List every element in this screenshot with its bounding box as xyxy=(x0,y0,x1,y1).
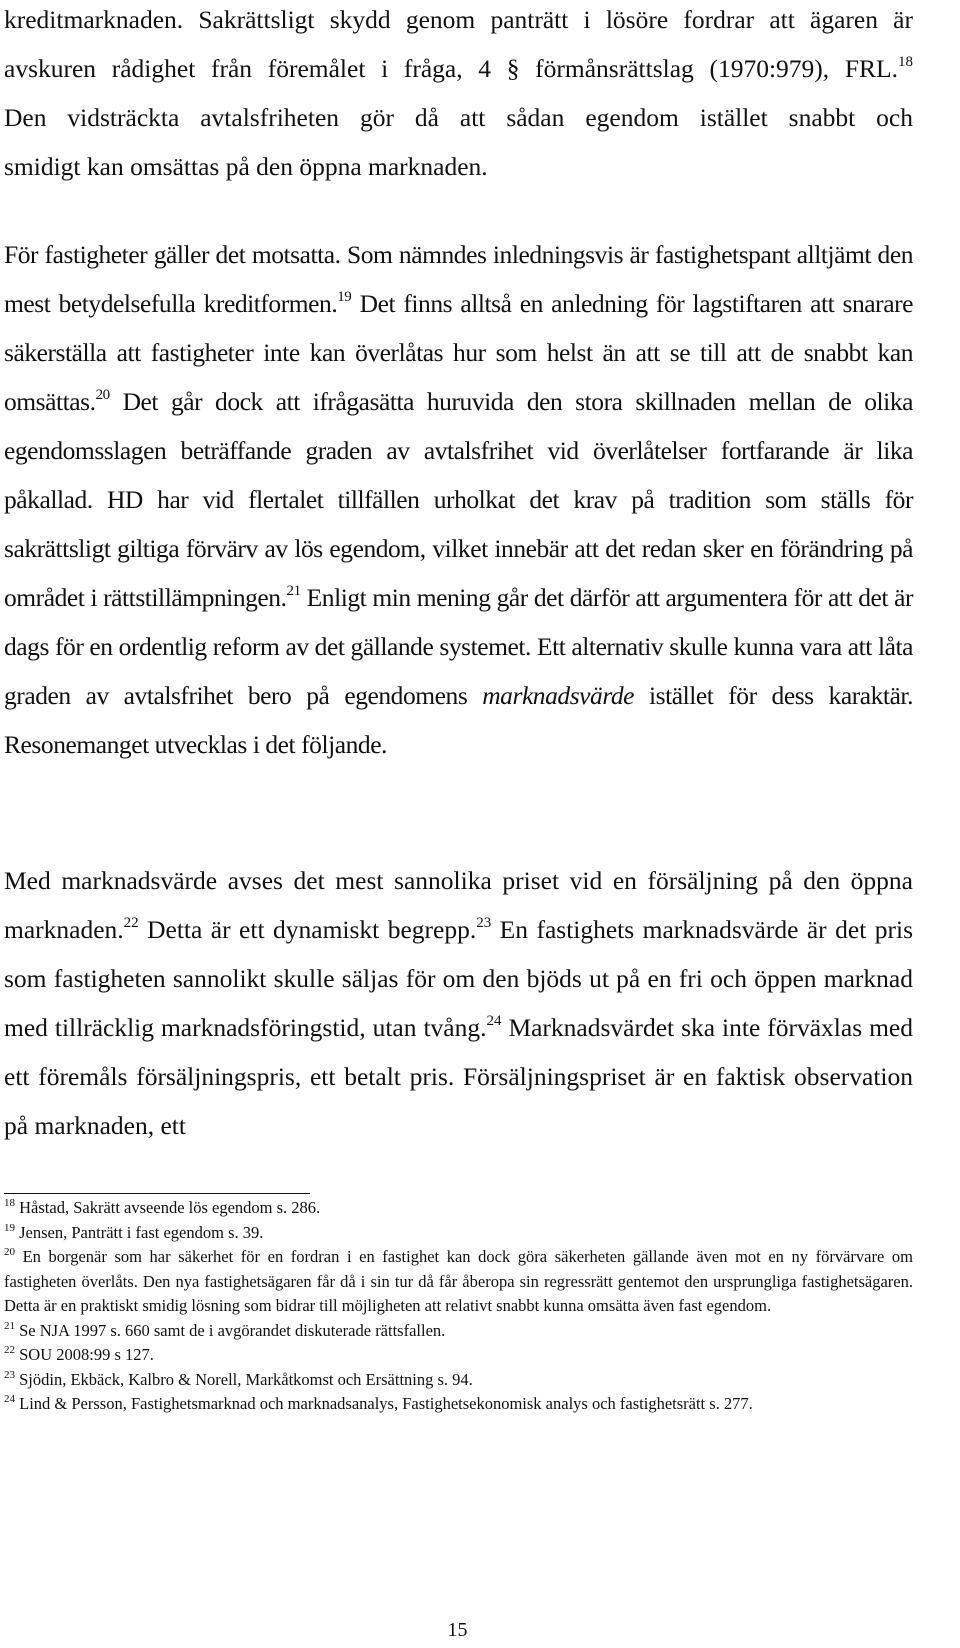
footnote-ref-23: 23 xyxy=(476,915,492,931)
footnote-ref-18: 18 xyxy=(898,54,913,70)
text-span: Marknadsvärdet ska inte förväxlas med ett föremåls försäljningspris, ett betalt pris. Försäljningspriset är en faktisk observation på marknaden, ett xyxy=(4,1013,913,1140)
footnote-text: En borgenär som har säkerhet för en fordran i en fastighet kan dock göra säkerheten gällande även mot en ny förvärvare om fastigheten överlåts. Den nya fastighetsägaren får då i sin tur då får åberopa sin regressrätt gentemot den ursprungliga fastighetsägaren. Detta är en praktiskt smidig lösning som bidrar till möjligheten att relativt snabbt kunna omsätta även fast egendom. xyxy=(4,1247,913,1315)
emphasis-text: marknadsvärde xyxy=(482,681,635,710)
footnote xyxy=(4,1319,913,1344)
footnote-ref-22: 22 xyxy=(123,915,139,931)
footnote-number: 20 xyxy=(4,1246,15,1258)
footnote-ref-20: 20 xyxy=(95,387,110,403)
footnotes xyxy=(4,1196,913,1417)
footnote-number: 23 xyxy=(4,1368,15,1381)
footnote xyxy=(4,1343,913,1368)
text-span: Det finns alltså en anledning för lagstiftaren att snarare säkerställa att fastigheter inte kan överlåtas hur som helst än att se till att de snabbt kan omsättas. xyxy=(4,289,913,416)
footnote-text: Sjödin, Ekbäck, Kalbro & Norell, Markåtkomst och Ersättning s. 94. xyxy=(15,1369,473,1389)
text-span: Detta är ett dynamiskt begrepp. xyxy=(138,915,477,944)
text-span: avskuren rådighet från föremålet i fråga, 4 § förmånsrättslag (1970:979), FRL. xyxy=(4,54,898,83)
footnote-separator xyxy=(4,1193,310,1194)
text-line xyxy=(4,44,913,93)
footnote xyxy=(4,1368,913,1393)
paragraph-continuation xyxy=(4,0,913,191)
footnote-text: SOU 2008:99 s 127. xyxy=(15,1345,154,1364)
footnote-ref-19: 19 xyxy=(337,289,352,305)
paragraph xyxy=(4,856,913,1150)
text-span: Enligt min mening går det därför att argumentera för att det är dags för en ordentlig reform av det gällande systemet. Ett alternativ skulle kunna vara att låta graden av avtalsfrihet bero på egendomens xyxy=(4,583,913,710)
footnote-number: 22 xyxy=(4,1344,15,1356)
footnote-text: Jensen, Panträtt i fast egendom s. 39. xyxy=(15,1222,264,1242)
footnote-text: Se NJA 1997 s. 660 samt de i avgörandet diskuterade rättsfallen. xyxy=(15,1320,446,1340)
text-line: Den vidsträckta avtalsfriheten gör då att sådan egendom istället snabbt och xyxy=(4,103,913,132)
footnote-text: Håstad, Sakrätt avseende lös egendom s. 286. xyxy=(15,1198,321,1217)
text-span: Det går dock att ifrågasätta huruvida den stora skillnaden mellan de olika egendomsslagen beträffande graden av avtalsfrihet vid överlåtelser fortfarande är lika påkallad. HD har vid flertalet tillfällen urholkat det krav på tradition som ställs för sakrättsligt giltiga förvärv av lös egendom, vilket innebär att det redan sker en förändring på området i rättstillämpningen. xyxy=(4,387,913,612)
paragraph xyxy=(4,230,913,769)
text-span: istället för dess karaktär. Resonemanget utvecklas i det följande. xyxy=(4,681,913,759)
footnote-ref-24: 24 xyxy=(486,1013,502,1029)
footnote-number: 19 xyxy=(4,1221,15,1234)
page-number: 15 xyxy=(447,1619,468,1641)
text-line: kreditmarknaden. Sakrättsligt skydd genom panträtt i lösöre fordrar att ägaren är xyxy=(4,5,913,34)
footnote-ref-21: 21 xyxy=(286,583,301,599)
footnote-number: 18 xyxy=(4,1197,15,1209)
footnote xyxy=(4,1245,913,1319)
footnote-number: 24 xyxy=(4,1393,15,1405)
text-span: Med marknadsvärde avses det mest sannolika priset vid en försäljning på den öppna marknaden. xyxy=(4,866,913,944)
text-line: smidigt kan omsättas på den öppna marknaden. xyxy=(4,152,488,181)
footnote xyxy=(4,1392,913,1417)
footnote-number: 21 xyxy=(4,1319,15,1332)
text-span: För fastigheter gäller det motsatta. Som nämndes inledningsvis är fastighetspant alltjämt den mest betydelsefulla kreditformen. xyxy=(4,240,913,318)
footnote xyxy=(4,1196,913,1221)
text-span: En fastighets marknadsvärde är det pris som fastigheten sannolikt skulle säljas för om den bjöds ut på en fri och öppen marknad med tillräcklig marknadsföringstid, utan tvång. xyxy=(4,915,913,1042)
footnote xyxy=(4,1221,913,1246)
footnote-text: Lind & Persson, Fastighetsmarknad och marknadsanalys, Fastighetsekonomisk analys och fastighetsrätt s. 277. xyxy=(15,1394,753,1413)
